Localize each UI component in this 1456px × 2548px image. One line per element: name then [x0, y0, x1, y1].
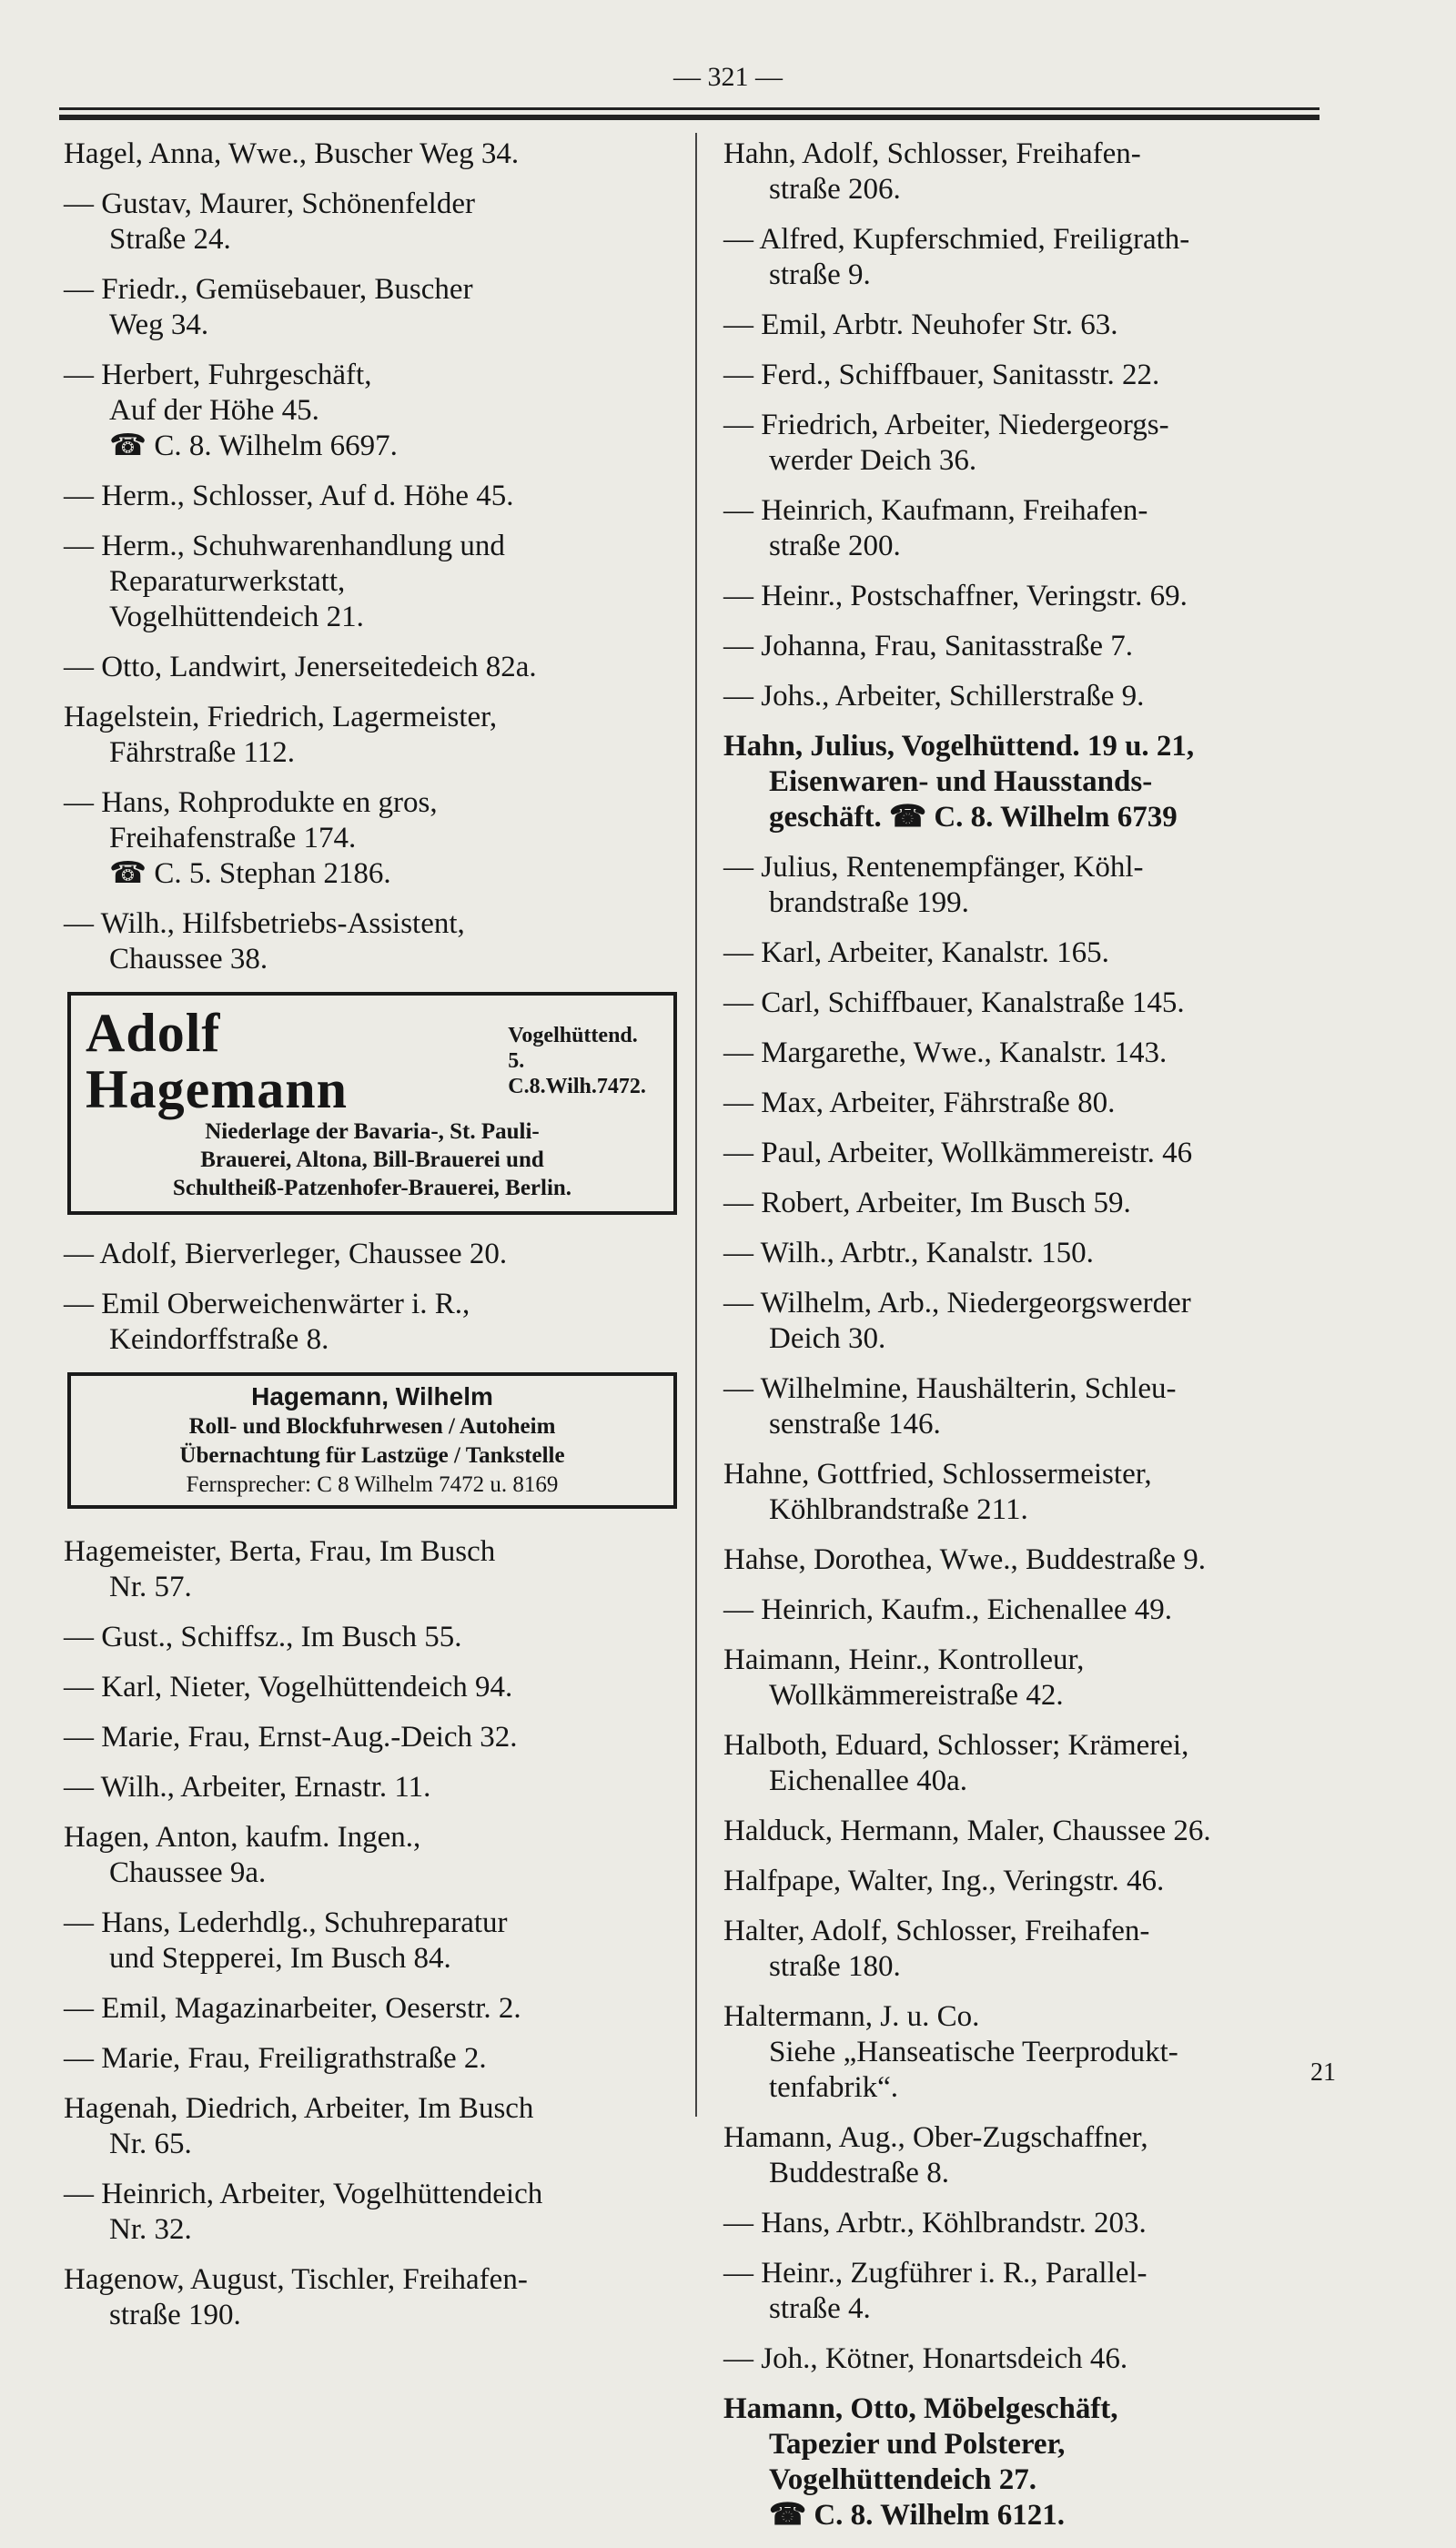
directory-entry [64, 136, 682, 172]
entry-continuation-line: Nr. 32. [109, 2213, 192, 2246]
entry-continuation-line: straße 180. [769, 1950, 901, 1983]
advert-title: Hagemann, Wilhelm [251, 1382, 493, 1410]
entry-continuation-line: straße 190. [109, 2299, 241, 2331]
advert-phone: C.8.Wilh.7472. [508, 1075, 646, 1098]
directory-entry [723, 850, 1338, 921]
directory-entry [723, 1086, 1338, 1121]
entry-continuation-line: Chaussee 38. [109, 943, 268, 976]
directory-entry [723, 308, 1338, 343]
directory-entry [723, 629, 1338, 664]
entry-continuation-line: Freihafenstraße 174. [109, 822, 357, 854]
entry-name-line: — Wilh., Arbtr., Kanalstr. 150. [723, 1237, 1094, 1269]
advert-text: Roll- und Blockfuhrwesen / Autoheim [188, 1414, 556, 1439]
directory-entry [723, 579, 1338, 614]
directory-entry [723, 1457, 1338, 1528]
entry-name-line: — Karl, Arbeiter, Kanalstr. 165. [723, 936, 1109, 969]
directory-entry [64, 1237, 682, 1272]
entry-name-line: — Adolf, Bierverleger, Chaussee 20. [64, 1238, 508, 1270]
entry-name-line: — Emil Oberweichenwärter i. R., [64, 1288, 470, 1320]
directory-entry [64, 1991, 682, 2027]
directory-entry [64, 1620, 682, 1655]
entry-continuation-line: Nr. 57. [109, 1571, 192, 1603]
entry-continuation-line: straße 9. [769, 258, 871, 291]
entry-name-line: Hamann, Aug., Ober-Zugschaffner, [723, 2121, 1148, 2154]
entry-continuation-line: Chaussee 9a. [109, 1856, 267, 1889]
directory-entry [64, 1287, 682, 1358]
entry-name-line: — Marie, Frau, Freiligrathstraße 2. [64, 2042, 487, 2075]
entry-continuation-line: Tapezier und Polsterer, [769, 2428, 1066, 2461]
header-rule-thick [59, 115, 1320, 120]
directory-entry [723, 1186, 1338, 1221]
entry-name-line: — Friedrich, Arbeiter, Niedergeorgs- [723, 409, 1169, 441]
entry-name-line: Halboth, Eduard, Schlosser; Krämerei, [723, 1729, 1189, 1762]
entry-name-line: — Wilh., Hilfsbetriebs-Assistent, [64, 907, 465, 940]
entry-name-line: — Herm., Schlosser, Auf d. Höhe 45. [64, 480, 514, 512]
advert-wilhelm-hagemann [67, 1372, 677, 1509]
entry-name-line: — Wilhelmine, Haushälterin, Schleu- [723, 1372, 1177, 1405]
directory-entry [723, 2206, 1338, 2241]
entry-name-line: — Hans, Rohprodukte en gros, [64, 786, 438, 819]
entry-continuation-line: Vogelhüttendeich 27. [769, 2463, 1036, 2496]
directory-entry [723, 493, 1338, 564]
directory-entry [723, 1999, 1338, 2106]
directory-entry [723, 1136, 1338, 1171]
entry-continuation-line: straße 200. [769, 530, 901, 562]
entry-name-line: — Heinrich, Kaufm., Eichenallee 49. [723, 1593, 1172, 1626]
left-column [64, 136, 682, 2348]
entry-continuation-line: Wollkämmereistraße 42. [769, 1679, 1064, 1712]
corner-number: 21 [1310, 2058, 1336, 2087]
directory-entry [64, 1820, 682, 1891]
advert-name: Adolf Hagemann [86, 1003, 349, 1119]
directory-entry [64, 650, 682, 685]
entry-name-line: — Julius, Rentenempfänger, Köhl- [723, 851, 1144, 884]
entry-name-line: — Carl, Schiffbauer, Kanalstraße 145. [723, 986, 1185, 1019]
directory-entry [723, 408, 1338, 479]
entry-name-line: Hahn, Adolf, Schlosser, Freihafen- [723, 137, 1141, 170]
entry-continuation-line: brandstraße 199. [769, 886, 969, 919]
directory-entry [64, 1534, 682, 1605]
entry-continuation-line: Eichenallee 40a. [769, 1764, 968, 1797]
directory-entry [64, 906, 682, 977]
entry-name-line: Halter, Adolf, Schlosser, Freihafen- [723, 1915, 1150, 1947]
entry-name-line: — Wilh., Arbeiter, Ernastr. 11. [64, 1771, 431, 1804]
entry-name-line: Haimann, Heinr., Kontrolleur, [723, 1643, 1085, 1676]
directory-entry [723, 679, 1338, 714]
directory-entry [723, 136, 1338, 207]
entry-name-line: — Herbert, Fuhrgeschäft, [64, 359, 372, 391]
entry-name-line: Haltermann, J. u. Co. [723, 2000, 980, 2033]
entry-name-line: — Margarethe, Wwe., Kanalstr. 143. [723, 1036, 1168, 1069]
entry-continuation-line: Siehe „Hanseatische Teerprodukt- [769, 2036, 1178, 2068]
directory-entry [723, 2256, 1338, 2327]
entry-name-line: Hahse, Dorothea, Wwe., Buddestraße 9. [723, 1543, 1206, 1576]
entry-name-line: — Hans, Arbtr., Köhlbrandstr. 203. [723, 2207, 1147, 2240]
entry-name-line: — Heinrich, Kaufmann, Freihafen- [723, 494, 1148, 527]
directory-entry [723, 1036, 1338, 1071]
directory-entry [64, 2091, 682, 2162]
entry-continuation-line: Vogelhüttendeich 21. [109, 601, 364, 633]
entry-name-line: — Wilhelm, Arb., Niedergeorgswerder [723, 1287, 1191, 1320]
entry-continuation-line: geschäft. ☎ C. 8. Wilhelm 6739 [769, 801, 1178, 834]
entry-name-line: — Robert, Arbeiter, Im Busch 59. [723, 1187, 1131, 1219]
entry-name-line: Hamann, Otto, Möbelgeschäft, [723, 2392, 1118, 2425]
directory-entry [723, 1728, 1338, 1799]
entry-name-line: Hahn, Julius, Vogelhüttend. 19 u. 21, [723, 730, 1195, 763]
entry-name-line: Hagenow, August, Tischler, Freihafen- [64, 2263, 528, 2296]
entry-continuation-line: Straße 24. [109, 223, 231, 256]
entry-continuation-line: Buddestraße 8. [769, 2157, 949, 2189]
directory-entry [723, 222, 1338, 293]
entry-continuation-line: straße 4. [769, 2292, 871, 2325]
advert-text: Schultheiß-Patzenhofer-Brauerei, Berlin. [172, 1176, 572, 1200]
advert-adolf-hagemann [67, 992, 677, 1215]
page-number: — 321 — [673, 62, 783, 92]
entry-name-line: — Heinr., Zugführer i. R., Parallel- [723, 2257, 1148, 2290]
directory-entry [64, 187, 682, 258]
entry-name-line: — Gust., Schiffsz., Im Busch 55. [64, 1621, 462, 1653]
directory-entry [64, 700, 682, 771]
directory-entry [723, 2391, 1338, 2533]
entry-name-line: — Johs., Arbeiter, Schillerstraße 9. [723, 680, 1145, 713]
entry-name-line: — Heinrich, Arbeiter, Vogelhüttendeich [64, 2178, 543, 2210]
entry-name-line: — Emil, Magazinarbeiter, Oeserstr. 2. [64, 1992, 521, 2025]
entry-name-line: — Ferd., Schiffbauer, Sanitasstr. 22. [723, 359, 1160, 391]
entry-name-line: — Marie, Frau, Ernst-Aug.-Deich 32. [64, 1721, 518, 1754]
entry-name-line: — Max, Arbeiter, Fährstraße 80. [723, 1087, 1116, 1119]
directory-entry [64, 529, 682, 635]
directory-entry [64, 1670, 682, 1705]
entry-continuation-line: Nr. 65. [109, 2128, 192, 2160]
entry-name-line: — Paul, Arbeiter, Wollkämmereistr. 46 [723, 1137, 1193, 1169]
column-divider [695, 133, 697, 2117]
advert-address: Vogelhüttend. 5. [508, 1024, 638, 1073]
entry-continuation-line: Köhlbrandstraße 211. [769, 1493, 1028, 1526]
header-rule-thin [59, 107, 1320, 110]
entry-name-line: — Johanna, Frau, Sanitasstraße 7. [723, 630, 1133, 662]
directory-entry [723, 358, 1338, 393]
directory-entry [64, 2177, 682, 2248]
directory-entry [64, 1906, 682, 1977]
directory-entry [64, 1770, 682, 1805]
directory-entry [64, 479, 682, 514]
entry-name-line: Halduck, Hermann, Maler, Chaussee 26. [723, 1815, 1211, 1847]
directory-entry [723, 1914, 1338, 1985]
entry-continuation-line: senstraße 146. [769, 1408, 941, 1441]
entry-continuation-line: ☎ C. 8. Wilhelm 6121. [769, 2499, 1065, 2532]
entry-name-line: — Friedr., Gemüsebauer, Buscher [64, 273, 473, 306]
directory-entry [723, 2341, 1338, 2377]
directory-entry [723, 1286, 1338, 1357]
entry-continuation-line: Deich 30. [769, 1322, 886, 1355]
right-column [723, 136, 1338, 2548]
entry-continuation-line: Reparaturwerkstatt, [109, 565, 346, 598]
directory-entry [64, 1720, 682, 1755]
entry-name-line: — Joh., Kötner, Honartsdeich 46. [723, 2342, 1128, 2375]
entry-name-line: — Karl, Nieter, Vogelhüttendeich 94. [64, 1671, 513, 1704]
left-entries-middle [64, 1237, 682, 1358]
entry-continuation-line: straße 206. [769, 173, 901, 206]
entry-name-line: — Gustav, Maurer, Schönenfelder [64, 187, 475, 220]
entry-name-line: — Hans, Lederhdlg., Schuhreparatur [64, 1906, 508, 1939]
entry-name-line: Hagenah, Diedrich, Arbeiter, Im Busch [64, 2092, 534, 2125]
advert-text: Niederlage der Bavaria-, St. Pauli- [205, 1119, 540, 1144]
directory-entry [723, 729, 1338, 835]
directory-entry [723, 1371, 1338, 1442]
entry-continuation-line: und Stepperei, Im Busch 84. [109, 1942, 451, 1975]
advert-text: Brauerei, Altona, Bill-Brauerei und [200, 1148, 544, 1172]
directory-entry [64, 358, 682, 464]
directory-entry [723, 1643, 1338, 1714]
left-entries-bottom [64, 1534, 682, 2333]
entry-name-line: Hagen, Anton, kaufm. Ingen., [64, 1821, 421, 1854]
right-entries [723, 136, 1338, 2533]
advert-phone: Fernsprecher: C 8 Wilhelm 7472 u. 8169 [186, 1472, 559, 1497]
entry-name-line: — Emil, Arbtr. Neuhofer Str. 63. [723, 308, 1118, 341]
left-entries-top [64, 136, 682, 977]
directory-entry [64, 2262, 682, 2333]
directory-entry [723, 1236, 1338, 1271]
entry-continuation-line: ☎ C. 5. Stephan 2186. [109, 857, 391, 890]
entry-continuation-line: tenfabrik“. [769, 2071, 899, 2104]
directory-entry [723, 1592, 1338, 1628]
entry-continuation-line: Auf der Höhe 45. [109, 394, 319, 427]
directory-entry [723, 1814, 1338, 1849]
entry-name-line: Hahne, Gottfried, Schlossermeister, [723, 1458, 1152, 1491]
directory-entry [723, 2120, 1338, 2191]
entry-name-line: — Herm., Schuhwarenhandlung und [64, 530, 505, 562]
advert-text: Übernachtung für Lastzüge / Tankstelle [179, 1443, 565, 1468]
entry-name-line: Hagemeister, Berta, Frau, Im Busch [64, 1535, 496, 1568]
directory-entry [64, 2041, 682, 2077]
directory-entry [723, 986, 1338, 1021]
directory-entry [723, 1864, 1338, 1899]
entry-name-line: — Alfred, Kupferschmied, Freiligrath- [723, 223, 1190, 256]
directory-entry [723, 935, 1338, 971]
entry-name-line: — Otto, Landwirt, Jenerseitedeich 82a. [64, 651, 537, 683]
entry-continuation-line: Eisenwaren- und Hausstands- [769, 765, 1153, 798]
entry-continuation-line: werder Deich 36. [769, 444, 977, 477]
directory-entry [64, 272, 682, 343]
entry-continuation-line: Fährstraße 112. [109, 736, 296, 769]
entry-continuation-line: Keindorffstraße 8. [109, 1323, 329, 1356]
entry-name-line: Halfpape, Walter, Ing., Veringstr. 46. [723, 1865, 1165, 1897]
entry-continuation-line: Weg 34. [109, 308, 209, 341]
entry-name-line: Hagel, Anna, Wwe., Buscher Weg 34. [64, 137, 520, 170]
directory-entry [723, 1542, 1338, 1578]
entry-continuation-line: ☎ C. 8. Wilhelm 6697. [109, 430, 398, 462]
entry-name-line: — Heinr., Postschaffner, Veringstr. 69. [723, 580, 1188, 612]
entry-name-line: Hagelstein, Friedrich, Lagermeister, [64, 701, 498, 733]
directory-entry [64, 785, 682, 892]
